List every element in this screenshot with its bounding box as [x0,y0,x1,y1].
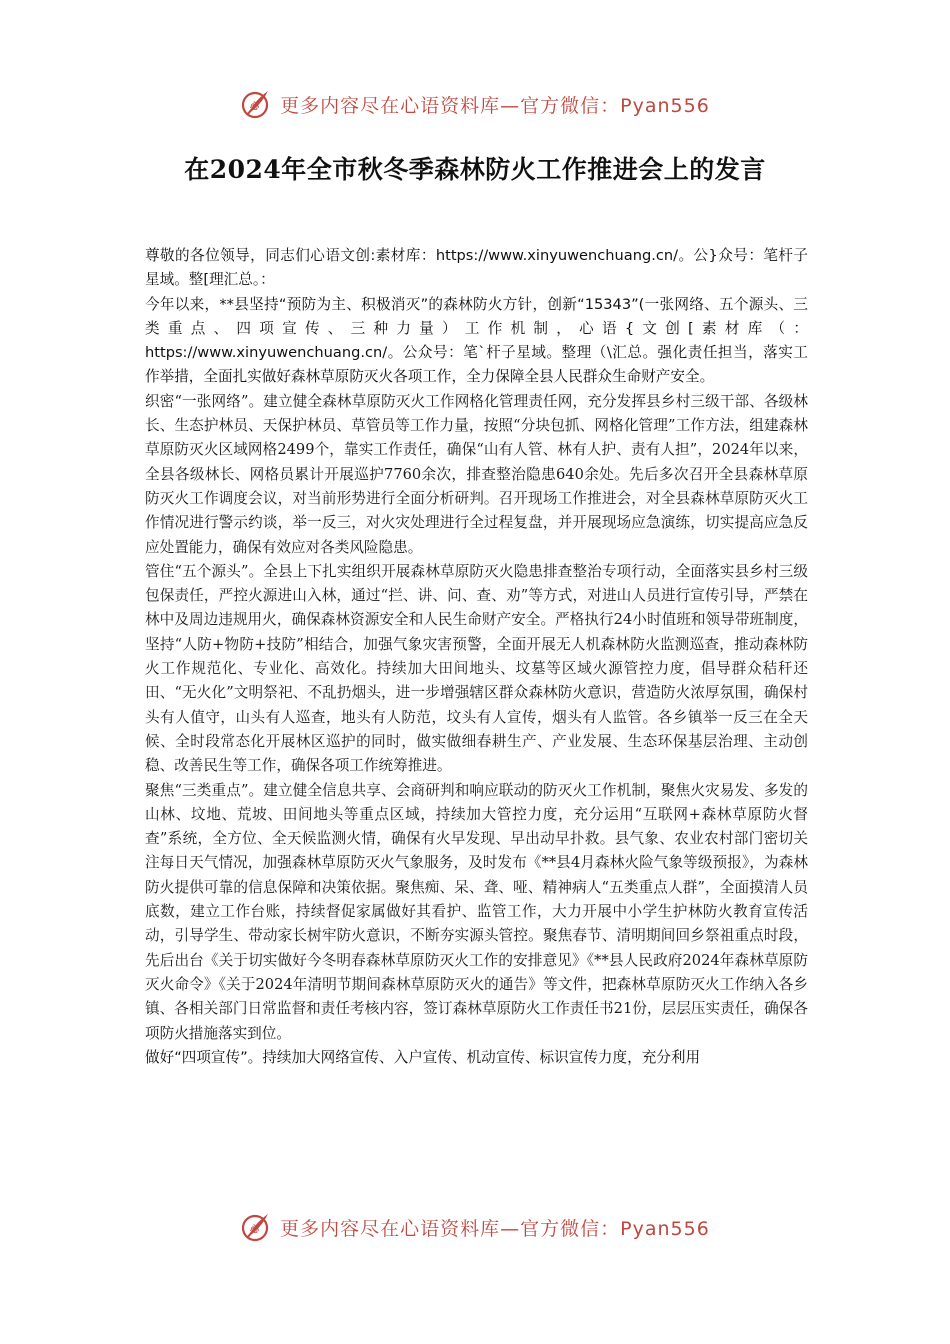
quill-seal-icon [240,1210,274,1244]
paragraph-four-publicity: 做好“四项宣传”。持续加大网络宣传、入户宣传、机动宣传、标识宣传力度，充分利用 [145,1048,701,1066]
document-body [145,244,808,1070]
paragraph-five-sources: 管住“五个源头”。全县上下扎实组织开展森林草原防灭火隐患排查整治专项行动，全面落实县乡村三级包保责任，严控火源进山入林，通过“拦、讲、问、查、劝”等方式，对进山人员进行宣传引导，严禁在林中及周边违规用火，确保森林资源安全和人民生命财产安全。严格执行24小时值班和领导带班制度，坚持“人防+物防+技防”相结合，加强气象灾害预警，全面开展无人机森林防火监测巡查，推动森林防火工作规范化、专业化、高效化。持续加大田间地头、坟墓等区域火源管控力度，倡导群众秸秆还田、“无火化”文明祭祀、不乱扔烟头，进一步增强辖区群众森林防火意识，营造防火浓厚氛围，确保村头有人值守，山头有人巡查，地头有人防范，坟头有人宣传，烟头有人监管。各乡镇举一反三在全天候、全时段常态化开展林区巡护的同时，做实做细春耕生产、产业发展、生态环保基层治理、主动创稳、改善民生等工作，确保各项工作统筹推进。 [145,562,808,775]
document-title: 在2024年全市秋冬季森林防火工作推进会上的发言 [184,155,766,184]
paragraph-one-network: 织密“一张网络”。建立健全森林草原防灭火工作网格化管理责任网，充分发挥县乡村三级干部、各级林长、生态护林员、天保护林员、草管员等工作力量，按照“分块包抓、网格化管理”工作方法，组建森林草原防灭火区域网格2499个，靠实工作责任，确保“山有人管、林有人护、责有人担”，2024年以来，全县各级林长、网格员累计开展巡护7760余次，排查整治隐患640余处。先后多次召开全县森林草原防灭火工作调度会议，对当前形势进行全面分析研判。召开现场工作推进会，对全县森林草原防灭火工作情况进行警示约谈，举一反三，对火灾处理进行全过程复盘，并开展现场应急演练，切实提高应急反应处置能力，确保有效应对各类风险隐患。 [145,392,808,556]
paragraph-intro: 今年以来，**县坚持“预防为主、积极消灭”的森林防火方针，创新“15343”(一张网络、五个源头、三类重点、四项宣传、三种力量）工作机制，心语{文创[素材库（：https://www.xinyuwenchuang.cn/。公众号：笔`杆子星域。整理（\汇总。强化责任担当，落实工作举措，全面扎实做好森林草原防灭火各项工作，全力保障全县人民群众生命财产安全。 [145,295,808,386]
footer-banner [0,1205,950,1249]
paragraph-greeting: 尊敬的各位领导，同志们心语文创:素材库：https://www.xinyuwenchuang.cn/。公}众号：笔杆子星域。整[理汇总。： [145,247,808,289]
paragraph-three-focus: 聚焦“三类重点”。建立健全信息共享、会商研判和响应联动的防灭火工作机制，聚焦火灾易发、多发的山林、坟地、荒坡、田间地头等重点区域，持续加大管控力度，充分运用“互联网+森林草原防火督查”系统，全方位、全天候监测火情，确保有火早发现、早出动早扑救。县气象、农业农村部门密切关注每日天气情况，加强森林草原防灭火气象服务，及时发布《**县4月森林火险气象等级预报》，为森林防火提供可靠的信息保障和决策依据。聚焦痴、呆、聋、哑、精神病人“五类重点人群”，全面摸清人员底数，建立工作台账，持续督促家属做好其看护、监管工作，大力开展中小学生护林防火教育宣传活动，引导学生、带动家长树牢防火意识，不断夯实源头管控。聚焦春节、清明期间回乡祭祖重点时段，先后出台《关于切实做好今冬明春森林草原防灭火工作的安排意见》《**县人民政府2024年森林草原防灭火命令》《关于2024年清明节期间森林草原防灭火的通告》等文件，把森林草原防灭火工作纳入各乡镇、各相关部门日常监督和责任考核内容，签订森林草原防火工作责任书21份，层层压实责任，确保各项防火措施落实到位。 [145,781,809,1042]
svg-text:心: 心 [250,1225,260,1235]
footer-banner-text: 更多内容尽在心语资料库—官方微信：Pyan556 [280,1217,710,1240]
svg-text:心: 心 [250,102,260,112]
header-banner [0,82,950,126]
header-banner-text: 更多内容尽在心语资料库—官方微信：Pyan556 [280,94,710,117]
quill-seal-icon [240,87,274,121]
